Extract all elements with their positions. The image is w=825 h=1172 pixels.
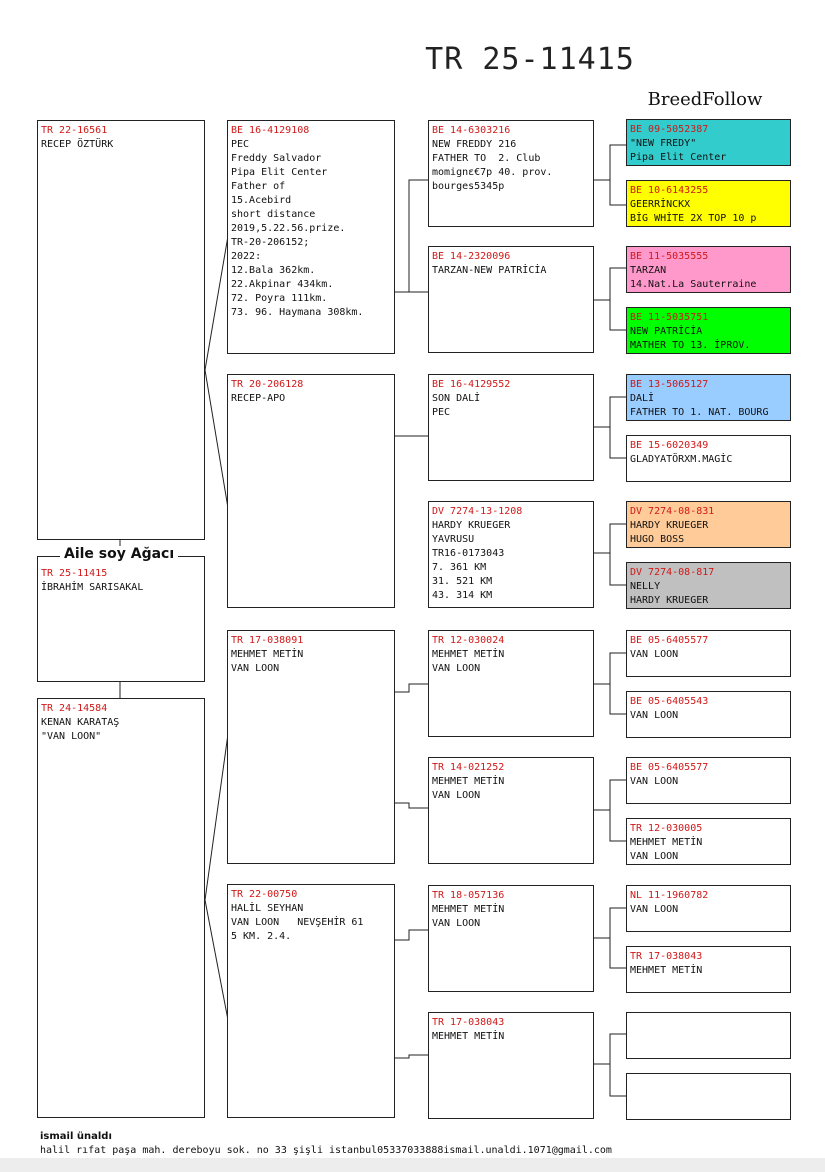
- ring-number: BE 11-5035751: [630, 312, 709, 323]
- ring-number: BE 14-6303216: [432, 125, 511, 136]
- pigeon-info-line: NEW PATRİCİA: [630, 326, 703, 337]
- pigeon-info-line: MEHMET METİN: [630, 837, 703, 848]
- pigeon-card-sire[interactable]: [37, 120, 205, 540]
- pigeon-info-line: PEC: [231, 139, 250, 150]
- pigeon-card-gen4[interactable]: [626, 246, 791, 293]
- connector-line: [395, 930, 428, 940]
- ring-number: BE 16-4129108: [231, 125, 310, 136]
- pigeon-info-line: HARDY KRUEGER: [630, 520, 709, 531]
- pigeon-info-line: 12.Bala 362km.: [231, 265, 316, 276]
- pigeon-card-gen4[interactable]: [626, 374, 791, 421]
- ring-number: TR 17-038091: [231, 635, 304, 646]
- pigeon-info-line: FATHER TO 2. Club: [432, 153, 541, 164]
- pigeon-card-gen4[interactable]: [626, 307, 791, 354]
- pigeon-info-line: VAN LOON: [630, 776, 679, 787]
- pigeon-card-gen4[interactable]: [626, 180, 791, 227]
- pigeon-info-line: SON DALİ: [432, 393, 481, 404]
- pigeon-info-line: Pipa Elit Center: [231, 167, 328, 178]
- pigeon-info-line: HARDY KRUEGER: [630, 595, 709, 606]
- pigeon-card-gen3[interactable]: [428, 374, 594, 481]
- pigeon-info-line: VAN LOON NEVŞEHİR 61: [231, 917, 364, 928]
- connector-line: [594, 145, 626, 180]
- pigeon-card-gen4[interactable]: [626, 562, 791, 609]
- pigeon-card-gen3[interactable]: [428, 757, 594, 864]
- connector-line: [594, 908, 626, 938]
- pigeon-card-gen3[interactable]: [428, 1012, 594, 1119]
- connector-line: [610, 938, 626, 968]
- pigeon-info-line: TR-20-206152;: [231, 237, 310, 248]
- ring-number: TR 25-11415: [41, 568, 108, 579]
- pigeon-card-gen4[interactable]: [626, 885, 791, 932]
- pigeon-info-line: MEHMET METİN: [432, 649, 505, 660]
- pigeon-info-line: GEERRİNCKX: [630, 199, 691, 210]
- pigeon-info-line: FATHER TO 1. NAT. BOURG: [630, 407, 769, 418]
- pigeon-card-gen4-empty[interactable]: [626, 1073, 791, 1120]
- connector-line: [610, 553, 626, 585]
- pigeon-info-line: 43. 314 KM: [432, 590, 493, 601]
- ring-number: TR 17-038043: [630, 951, 703, 962]
- connector-line: [594, 397, 626, 427]
- pigeon-info-line: "NEW FREDY": [630, 138, 697, 149]
- pigeon-card-gen4[interactable]: [626, 818, 791, 865]
- connector-line: [395, 1055, 428, 1058]
- pigeon-info-line: VAN LOON: [630, 851, 679, 862]
- connector-line: [205, 236, 228, 370]
- ring-number: TR 22-00750: [231, 889, 298, 900]
- ring-number: BE 15-6020349: [630, 440, 709, 451]
- connector-line: [395, 180, 428, 292]
- ring-number: BE 14-2320096: [432, 251, 511, 262]
- page-title: TR 25-11415: [425, 42, 635, 77]
- pigeon-info-line: DALİ: [630, 393, 655, 404]
- ring-number: TR 17-038043: [432, 1017, 505, 1028]
- connector-line: [205, 900, 228, 1020]
- pigeon-card-gen4[interactable]: [626, 757, 791, 804]
- connector-line: [610, 427, 626, 458]
- pigeon-info-line: MEHMET METİN: [231, 649, 304, 660]
- bottom-band: [0, 1158, 825, 1172]
- pigeon-info-line: HALİL SEYHAN: [231, 903, 304, 914]
- pigeon-info-line: "VAN LOON": [41, 731, 102, 742]
- pigeon-card-dam[interactable]: [37, 698, 205, 1118]
- pigeon-info-line: MEHMET METİN: [432, 904, 505, 915]
- pigeon-info-line: TARZAN: [630, 265, 667, 276]
- connector-line: [594, 1034, 626, 1064]
- ring-number: TR 24-14584: [41, 703, 108, 714]
- connector-line: [395, 803, 428, 808]
- ring-number: BE 10-6143255: [630, 185, 709, 196]
- family-tree-legend: Aile soy Ağacı: [60, 546, 178, 562]
- pigeon-info-line: 73. 96. Haymana 308km.: [231, 307, 364, 318]
- ring-number: TR 14-021252: [432, 762, 505, 773]
- pigeon-info-line: RECEP ÖZTÜRK: [41, 139, 114, 150]
- pigeon-card-gen3[interactable]: [428, 501, 594, 608]
- pigeon-card-gen3[interactable]: [428, 246, 594, 353]
- pigeon-card-gen4[interactable]: [626, 691, 791, 738]
- pigeon-info-line: Freddy Salvador: [231, 153, 322, 164]
- ring-number: BE 05-6405577: [630, 635, 709, 646]
- pigeon-info-line: MATHER TO 13. İPROV.: [630, 340, 751, 351]
- ring-number: BE 05-6405577: [630, 762, 709, 773]
- pigeon-card-gen4[interactable]: [626, 435, 791, 482]
- pigeon-card-gen4[interactable]: [626, 946, 791, 993]
- pigeon-info-line: 2022:: [231, 251, 262, 262]
- connector-line: [594, 524, 626, 553]
- connector-line: [205, 370, 228, 508]
- connector-line: [610, 684, 626, 714]
- pigeon-info-line: PEC: [432, 407, 451, 418]
- pigeon-info-line: VAN LOON: [231, 663, 280, 674]
- pigeon-card-gen3[interactable]: [428, 120, 594, 227]
- pigeon-info-line: RECEP-APO: [231, 393, 286, 404]
- pigeon-info-line: 15.Acebird: [231, 195, 292, 206]
- pigeon-info-line: bourges5345p: [432, 181, 505, 192]
- connector-line: [610, 1064, 626, 1096]
- connector-line: [610, 300, 626, 330]
- ring-number: NL 11-1960782: [630, 890, 709, 901]
- pigeon-info-line: MEHMET METİN: [432, 1031, 505, 1042]
- pigeon-card-subject[interactable]: [37, 556, 205, 682]
- ring-number: BE 09-5052387: [630, 124, 709, 135]
- connector-line: [610, 810, 626, 841]
- ring-number: DV 7274-13-1208: [432, 506, 523, 517]
- pigeon-info-line: Father of: [231, 181, 286, 192]
- connector-line: [594, 780, 626, 810]
- pigeon-card-gen4[interactable]: [626, 630, 791, 677]
- pigeon-info-line: 72. Poyra 111km.: [231, 293, 328, 304]
- pigeon-info-line: VAN LOON: [432, 663, 481, 674]
- pigeon-info-line: MEHMET METİN: [630, 965, 703, 976]
- ring-number: BE 05-6405543: [630, 696, 709, 707]
- pigeon-card-dam-dam[interactable]: [227, 884, 395, 1118]
- pigeon-info-line: VAN LOON: [630, 649, 679, 660]
- ring-number: DV 7274-08-817: [630, 567, 715, 578]
- ring-number: TR 22-16561: [41, 125, 108, 136]
- pigeon-card-gen4[interactable]: [626, 501, 791, 548]
- ring-number: TR 12-030024: [432, 635, 505, 646]
- ring-number: BE 13-5065127: [630, 379, 709, 390]
- pigeon-info-line: MEHMET METİN: [432, 776, 505, 787]
- connector-line: [205, 734, 228, 900]
- owner-name: ismail ünaldı: [40, 1131, 112, 1142]
- ring-number: TR 18-057136: [432, 890, 505, 901]
- pigeon-info-line: GLADYATÖRXM.MAGİC: [630, 454, 733, 465]
- pigeon-info-line: HUGO BOSS: [630, 534, 685, 545]
- pigeon-card-dam-sire[interactable]: [227, 630, 395, 864]
- ring-number: DV 7274-08-831: [630, 506, 715, 517]
- pigeon-info-line: 22.Akpinar 434km.: [231, 279, 334, 290]
- pigeon-info-line: TR16-0173043: [432, 548, 505, 559]
- pigeon-card-gen4[interactable]: [626, 119, 791, 166]
- pigeon-info-line: VAN LOON: [432, 918, 481, 929]
- pigeon-info-line: 5 KM. 2.4.: [231, 931, 292, 942]
- owner-address: halil rıfat paşa mah. dereboyu sok. no 33 şişli istanbul05337033888ismail.unaldi.1071@gmail.com: [40, 1145, 612, 1156]
- connector-line: [594, 268, 626, 300]
- pigeon-info-line: HARDY KRUEGER: [432, 520, 511, 531]
- pigeon-info-line: NEW FREDDY 216: [432, 139, 517, 150]
- pigeon-info-line: VAN LOON: [432, 790, 481, 801]
- pigeon-info-line: İBRAHİM SARISAKAL: [41, 582, 144, 593]
- pigeon-info-line: Pipa Elit Center: [630, 152, 727, 163]
- pigeon-info-line: 14.Nat.La Sauterraine: [630, 279, 757, 290]
- pigeon-info-line: KENAN KARATAŞ: [41, 717, 120, 728]
- pigeon-info-line: momignɛ€7p 40. prov.: [432, 167, 553, 178]
- pigeon-info-line: YAVRUSU: [432, 534, 475, 545]
- pigeon-info-line: VAN LOON: [630, 904, 679, 915]
- pigeon-info-line: NELLY: [630, 581, 661, 592]
- pigeon-card-sire-dam[interactable]: [227, 374, 395, 608]
- ring-number: BE 11-5035555: [630, 251, 709, 262]
- ring-number: TR 20-206128: [231, 379, 304, 390]
- pigeon-info-line: BİG WHİTE 2X TOP 10 p: [630, 213, 757, 224]
- brand-logo-text: BreedFollow: [647, 89, 763, 110]
- pigeon-card-sire-sire[interactable]: [227, 120, 395, 354]
- pigeon-info-line: short distance: [231, 209, 316, 220]
- ring-number: TR 12-030005: [630, 823, 703, 834]
- connector-line: [395, 684, 428, 692]
- connector-line: [610, 180, 626, 205]
- pigeon-info-line: VAN LOON: [630, 710, 679, 721]
- pigeon-info-line: 7. 361 KM: [432, 562, 487, 573]
- pigeon-card-gen3[interactable]: [428, 630, 594, 737]
- connector-line: [594, 653, 626, 684]
- ring-number: BE 16-4129552: [432, 379, 511, 390]
- pigeon-info-line: TARZAN-NEW PATRİCİA: [432, 265, 547, 276]
- pigeon-info-line: 31. 521 KM: [432, 576, 493, 587]
- pigeon-info-line: 2019,5.22.56.prize.: [231, 223, 346, 234]
- pigeon-card-gen4-empty[interactable]: [626, 1012, 791, 1059]
- pigeon-card-gen3[interactable]: [428, 885, 594, 992]
